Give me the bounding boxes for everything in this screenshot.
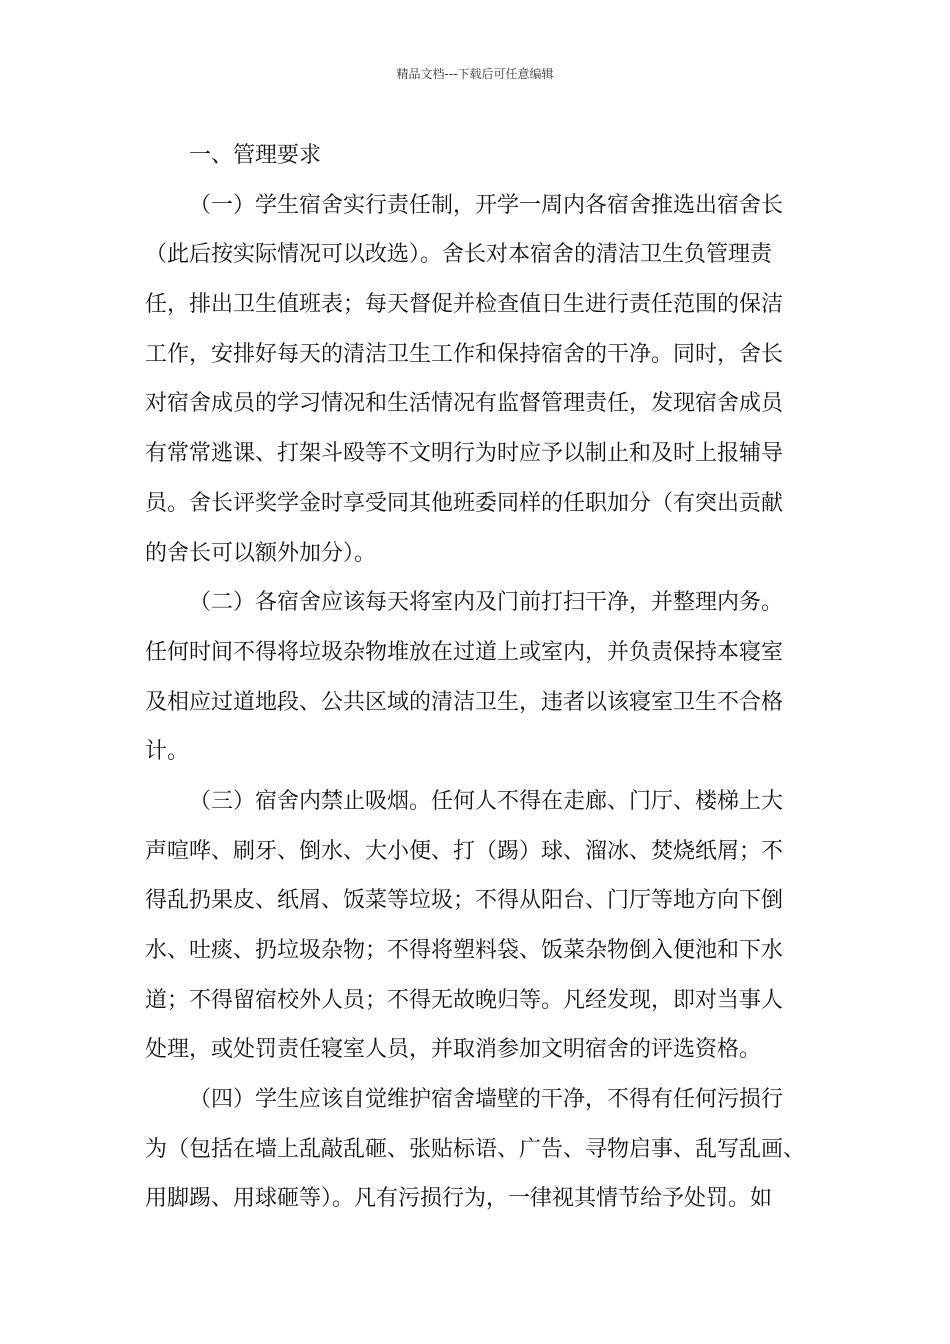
document-body [145, 131, 810, 1224]
paragraph-line: 得乱扔果皮、纸屑、饭菜等垃圾；不得从阳台、门厅等地方向下倒 [145, 888, 784, 914]
paragraph-line: （四）学生应该自觉维护宿舍墙壁的干净，不得有任何污损行 [189, 1087, 784, 1113]
paragraph-2 [145, 578, 810, 777]
paragraph-line: 及相应过道地段、公共区域的清洁卫生，违者以该寝室卫生不合格 [145, 689, 784, 715]
page-header: 精品文档---下载后可任意编辑 [396, 67, 554, 81]
paragraph-line: 工作，安排好每天的清洁卫生工作和保持宿舍的干净。同时，舍长 [145, 341, 784, 367]
paragraph-line: 任何时间不得将垃圾杂物堆放在过道上或室内，并负责保持本寝室 [145, 639, 784, 665]
paragraph-line: 计。 [145, 739, 190, 765]
paragraph-line: （二）各宿舍应该每天将室内及门前打扫干净，并整理内务。 [189, 590, 784, 616]
paragraph-line: 处理，或处罚责任寝室人员，并取消参加文明宿舍的评选资格。 [145, 1037, 762, 1063]
paragraph-3 [145, 777, 810, 1075]
paragraph-line: 道；不得留宿校外人员；不得无故晚归等。凡经发现，即对当事人 [145, 987, 784, 1013]
paragraph-line: 为（包括在墙上乱敲乱砸、张贴标语、广告、寻物启事、乱写乱画、 [145, 1136, 806, 1162]
paragraph-line: 任，排出卫生值班表；每天督促并检查值日生进行责任范围的保洁 [145, 292, 784, 318]
paragraph-1 [145, 181, 810, 579]
paragraph-4 [145, 1075, 810, 1224]
section-heading: 一、管理要求 [189, 143, 322, 168]
paragraph-line: （此后按实际情况可以改选）。舍长对本宿舍的清洁卫生负管理责 [145, 242, 773, 268]
paragraph-line: （一）学生宿舍实行责任制，开学一周内各宿舍推选出宿舍长 [189, 192, 784, 218]
paragraph-line: 的舍长可以额外加分）。 [145, 540, 377, 566]
paragraph-line: 对宿舍成员的学习情况和生活情况有监督管理责任，发现宿舍成员 [145, 391, 784, 417]
paragraph-line: 声喧哗、刷牙、倒水、大小便、打（踢）球、溜冰、焚烧纸屑；不 [145, 838, 784, 864]
paragraph-line: 用脚踢、用球砸等）。凡有污损行为，一律视其情节给予处罚。如 [145, 1186, 773, 1212]
paragraph-line: 员。舍长评奖学金时享受同其他班委同样的任职加分（有突出贡献 [145, 490, 784, 516]
paragraph-line: 有常常逃课、打架斗殴等不文明行为时应予以制止和及时上报辅导 [145, 441, 784, 467]
paragraph-line: 水、吐痰、扔垃圾杂物；不得将塑料袋、饭菜杂物倒入便池和下水 [145, 938, 784, 963]
paragraph-line: （三）宿舍内禁止吸烟。任何人不得在走廊、门厅、楼梯上大 [189, 788, 784, 814]
